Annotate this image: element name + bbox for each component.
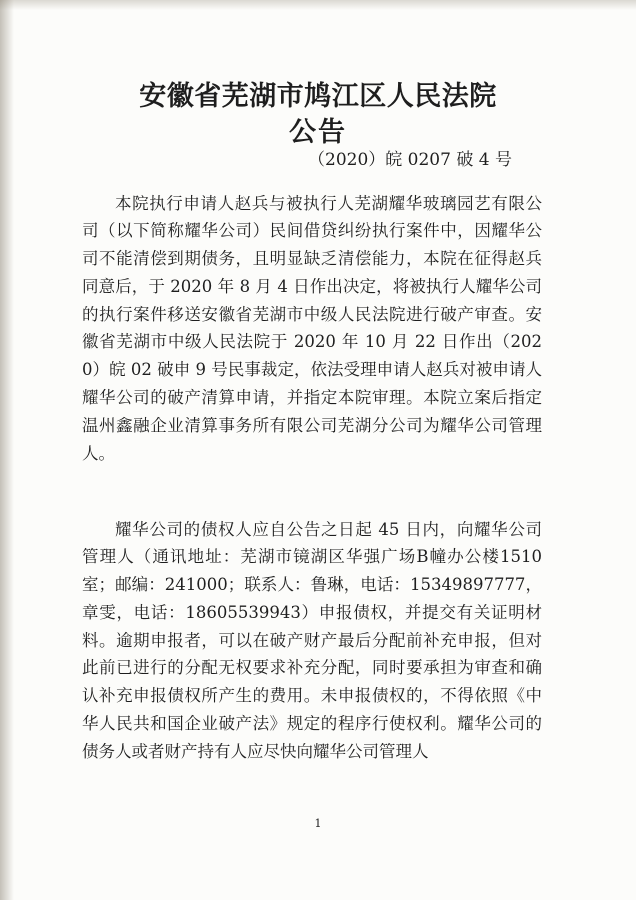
paragraph-creditor-claims: 耀华公司的债权人应自公告之日起 45 日内，向耀华公司管理人（通讯地址：芜湖市镜湖区华强广场B幢办公楼1510室；邮编：241000；联系人：鲁琳，电话：15349897777，章雯，电话：18605539943）申报债权，并提交有关证明材料。逾期申报者，可以在破产财产最后分配前补充申报，但对此前已进行的分配无权要求补充分配，同时要承担为审查和确认补充申报债权所产生的费用。未申报债权的，不得依照《中华人民共和国企业破产法》规定的程序行使权利。耀华公司的债务人或者财产持有人应尽快向耀华公司管理人 — [82, 519, 542, 761]
page-number: 1 — [314, 817, 322, 830]
paragraph-case-background: 本院执行申请人赵兵与被执行人芜湖耀华玻璃园艺有限公司（以下简称耀华公司）民间借贷纠纷执行案件中，因耀华公司不能清偿到期债务，且明显缺乏清偿能力，本院在征得赵兵同意后，于 2020 年 8 月 4 日作出决定，将被执行人耀华公司的执行案件移送安徽省芜湖市中级人民法院进行破产审查。安徽省芜湖市中级人民法院于 2020 年 10 月 22 日作出（2020）皖 02 破申 9 号民事裁定，依法受理申请人赵兵对被申请人耀华公司的破产清算申请，并指定本院审理。本院立案后指定温州鑫融企业清算事务所有限公司芜湖分公司为耀华公司管理人。 — [82, 193, 542, 463]
court-name-title: 安徽省芜湖市鸠江区人民法院 — [139, 81, 497, 112]
case-number: （2020）皖 0207 破 4 号 — [308, 150, 512, 170]
page-top-shadow — [0, 0, 636, 10]
announcement-heading: 公告 — [289, 117, 347, 148]
